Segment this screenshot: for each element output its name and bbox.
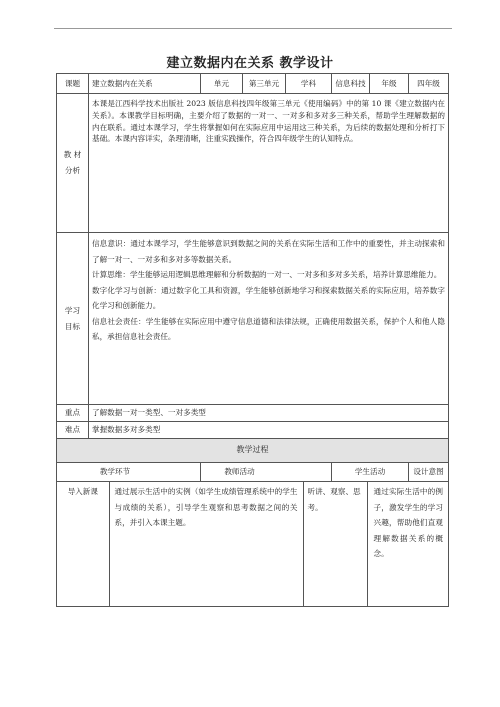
col-student: 学生活动 bbox=[332, 463, 409, 482]
course-value: 建立数据内在关系 bbox=[89, 74, 201, 94]
process-student-activity: 听讲、观察、思考。 bbox=[303, 482, 367, 606]
analysis-row bbox=[57, 94, 449, 233]
key-point-text: 了解数据一对一类型、一对多类型 bbox=[89, 405, 449, 422]
difficulty-label: 难点 bbox=[57, 422, 89, 439]
info-row bbox=[57, 74, 449, 94]
subject-label: 学科 bbox=[286, 74, 332, 94]
process-design-intent: 通过实际生活中的例子，激发学生的学习兴趣，帮助他们直观理解数据关系的概念。 bbox=[373, 487, 443, 559]
goal-digital-learning: 数字化学习与创新：通过数字化工具和资源，学生能够创新地学习和探索数据关系的实际应用，培养数字化学习和创新能力。 bbox=[92, 285, 445, 311]
grade-label: 年级 bbox=[370, 74, 409, 94]
col-intent: 设计意图 bbox=[409, 463, 449, 482]
key-point-row bbox=[57, 405, 449, 422]
goal-information-awareness: 信息意识：通过本课学习，学生能够意识到数据之间的关系在实际生活和工作中的重要性，并主动探索和了解一对一、一对多和多对多等数据关系。 bbox=[92, 239, 445, 264]
goals-row bbox=[57, 233, 449, 405]
process-row-cell bbox=[57, 482, 449, 607]
analysis-text: 本课是江西科学技术出版社 2023 版信息科技四年级第三单元《使用编码》中的第 10 课《建立数据内在关系》。本课教学目标明确，主要介绍了数据的一对一、一对多和多对多三种关系，帮助学生理解数据的内在联系。通过本课学习，学生将掌握如何在实际应用中运用这三种关系，为后续的数据处理和分析打下基础。本课内容详实，条理清晰，注重实践操作，符合四年级学生的认知特点。 bbox=[89, 94, 449, 233]
process-columns-row bbox=[57, 463, 449, 482]
process-stage: 导入新课 bbox=[57, 482, 109, 606]
key-point-label: 重点 bbox=[57, 405, 89, 422]
unit-label: 单元 bbox=[201, 74, 243, 94]
process-teacher-activity: 通过展示生活中的实例（如学生成绩管理系统中的学生与成绩的关系），引导学生观察和思考数据之间的关系，并引入本课主题。 bbox=[109, 482, 303, 606]
goal-social-responsibility: 信息社会责任：学生能够在实际应用中遵守信息道德和法律法规，正确使用数据关系，保护个人和他人隐私，承担信息社会责任。 bbox=[92, 316, 445, 342]
goals-label: 学习 目标 bbox=[57, 233, 89, 405]
goals-content bbox=[89, 233, 449, 405]
process-row bbox=[57, 482, 449, 607]
process-header-row bbox=[57, 439, 449, 463]
col-stage: 教学环节 bbox=[57, 463, 201, 482]
difficulty-text: 掌握数据多对多类型 bbox=[89, 422, 449, 439]
process-subtable bbox=[57, 482, 449, 606]
header-rule bbox=[54, 28, 452, 29]
col-teacher: 教师活动 bbox=[201, 463, 332, 482]
goal-computational-thinking: 计算思维：学生能够运用逻辑思维理解和分析数据的一对一、一对多和多对多关系，培养计算思维能力。 bbox=[92, 270, 442, 280]
document-title: 建立数据内在关系 教学设计 bbox=[166, 56, 334, 71]
analysis-label: 教 材 分析 bbox=[57, 94, 89, 233]
subject-value: 信息科技 bbox=[332, 74, 370, 94]
unit-value: 第三单元 bbox=[243, 74, 286, 94]
difficulty-row bbox=[57, 422, 449, 439]
grade-value: 四年级 bbox=[409, 74, 449, 94]
process-header: 教学过程 bbox=[57, 439, 449, 463]
lesson-plan-table bbox=[56, 73, 449, 607]
course-label: 课题 bbox=[57, 74, 89, 94]
